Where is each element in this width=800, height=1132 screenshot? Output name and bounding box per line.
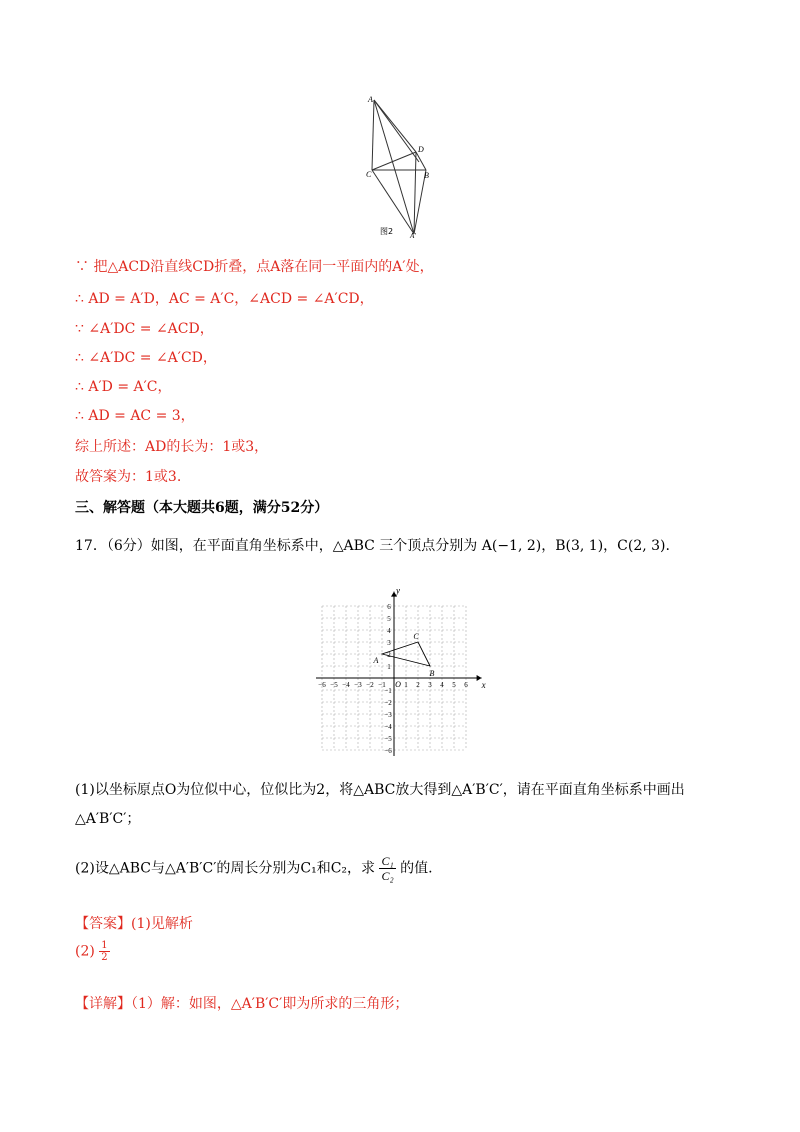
x-tick-label: −3 xyxy=(354,681,362,689)
y-tick-label: 6 xyxy=(387,603,391,611)
answer-line-1 xyxy=(75,913,193,933)
y-tick-label: 2 xyxy=(387,651,391,659)
x-tick-label: 5 xyxy=(452,681,456,689)
y-tick-label: 4 xyxy=(387,627,391,635)
x-tick-label: 6 xyxy=(464,681,468,689)
x-tick-label: −5 xyxy=(330,681,338,689)
part2-text-a: (2)设△ABC与△A′B′C′的周长分别为C₁和C₂，求 xyxy=(75,860,376,877)
x-tick-label: 4 xyxy=(440,681,444,689)
fig2-label-c: C xyxy=(366,170,372,179)
y-tick-label: 1 xyxy=(387,663,391,671)
fig2-label-aprime: A′ xyxy=(410,232,416,240)
x-tick-label: −4 xyxy=(342,681,350,689)
x-tick-label: −1 xyxy=(378,681,386,689)
proof-line-1: ∵ 把△ACD沿直线CD折叠，点A落在同一平面内的A′处， xyxy=(75,259,434,275)
detail-label: 【详解】 xyxy=(75,996,131,1012)
y-tick-label: −2 xyxy=(384,699,392,707)
answer-denominator: 2 xyxy=(101,952,108,963)
answer-fraction xyxy=(99,940,109,963)
proof-line-3: ∵ ∠A′DC = ∠ACD， xyxy=(75,321,214,337)
point-label-b: B xyxy=(429,669,435,678)
x-tick-label: −6 xyxy=(318,681,326,689)
answer-part2-prefix: (2) xyxy=(75,943,95,960)
question-17-part1: (1)以坐标原点O为位似中心，位似比为2，将△ABC放大得到△A′B′C′，请在平面直角坐标系中画出 xyxy=(75,782,685,798)
y-tick-label: −6 xyxy=(384,747,392,755)
detail-text: （1）解：如图，△A′B′C′即为所求的三角形； xyxy=(131,996,409,1012)
fraction-numerator: C₁ xyxy=(381,854,394,868)
coordinate-grid xyxy=(312,582,492,758)
y-tick-label: −5 xyxy=(384,735,392,743)
answer-part1: (1)见解析 xyxy=(131,916,193,932)
proof-line-4: ∴ ∠A′DC = ∠A′CD， xyxy=(75,350,217,366)
question-17-stem: 17．（6分）如图，在平面直角坐标系中，△ABC 三个顶点分别为 A(−1, 2)，B(3, 1)，C(2, 3). xyxy=(75,538,670,554)
proof-answer: 故答案为：1或3. xyxy=(75,469,182,485)
proof-line-5: ∴ A′D = A′C， xyxy=(75,379,172,395)
part2-text-b: 的值. xyxy=(400,860,433,877)
fig2-caption: 图2 xyxy=(380,227,394,236)
x-axis-label: x xyxy=(481,680,486,690)
question-17-part2 xyxy=(75,854,433,883)
x-tick-label: −2 xyxy=(366,681,374,689)
fig2-label-b: B xyxy=(424,171,429,180)
point-label-a: A xyxy=(373,656,379,665)
fold-figure xyxy=(364,92,434,240)
section-heading: 三、解答题（本大题共6题，满分52分） xyxy=(75,500,329,516)
part2-fraction xyxy=(379,854,395,883)
fig2-label-a: A xyxy=(368,95,373,104)
answer-line-2 xyxy=(75,940,110,963)
proof-line-6: ∴ AD = AC = 3， xyxy=(75,408,195,424)
y-tick-label: −1 xyxy=(384,687,392,695)
x-tick-label: 3 xyxy=(428,681,432,689)
y-tick-label: 3 xyxy=(387,639,391,647)
detail-line xyxy=(75,993,408,1013)
origin-label: O xyxy=(395,680,401,689)
answer-label: 【答案】 xyxy=(75,916,131,932)
proof-line-2: ∴ AD = A′D，AC = A′C，∠ACD = ∠A′CD， xyxy=(75,291,374,307)
y-tick-label: 5 xyxy=(387,615,391,623)
fraction-denominator: C₂ xyxy=(381,869,394,883)
fig2-label-d: D xyxy=(418,145,424,154)
y-tick-label: −3 xyxy=(384,711,392,719)
x-tick-label: 1 xyxy=(404,681,408,689)
x-tick-label: 2 xyxy=(416,681,420,689)
answer-numerator: 1 xyxy=(101,940,108,951)
question-17-part1-cont: △A′B′C′； xyxy=(75,811,141,827)
y-tick-label: −4 xyxy=(384,723,392,731)
proof-summary: 综上所述：AD的长为：1或3， xyxy=(75,439,269,455)
point-label-c: C xyxy=(413,632,419,641)
y-axis-label: y xyxy=(396,585,400,596)
